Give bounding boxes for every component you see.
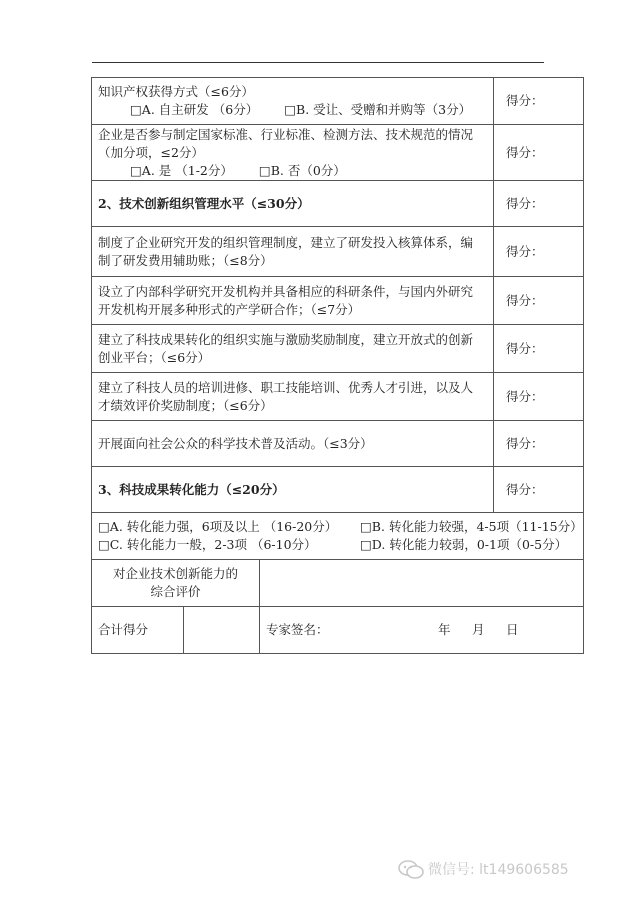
- table-row: [92, 78, 584, 125]
- date-month: 月: [472, 622, 485, 637]
- header-rule: [92, 62, 544, 63]
- criterion-cell: [92, 325, 494, 373]
- watermark: [398, 858, 628, 882]
- conversion-options-cell: [92, 513, 584, 560]
- score-cell[interactable]: 得分：: [494, 181, 584, 227]
- criterion-text: 企业是否参与制定国家标准、行业标准、检测方法、技术规范的情况: [98, 126, 474, 142]
- date-day: 日: [506, 622, 519, 637]
- wechat-icon: [398, 860, 424, 880]
- table-row: [92, 325, 584, 373]
- criterion-text: 制了研发费用辅助账；（≤8分）: [98, 252, 273, 268]
- criterion-cell: [92, 125, 494, 181]
- table-row: [92, 227, 584, 277]
- criterion-text: 开展面向社会公众的科学技术普及活动。（≤3分）: [92, 421, 494, 467]
- option-a-checkbox[interactable]: □A. 转化能力强，6项及以上 （16-20分）: [98, 519, 338, 534]
- criterion-text: （加分项，≤2分）: [98, 144, 204, 160]
- table-row: [92, 467, 584, 513]
- table-row: [92, 373, 584, 421]
- evaluation-label-cell: [92, 560, 260, 607]
- table-row: [92, 607, 584, 654]
- score-cell[interactable]: 得分：: [494, 373, 584, 421]
- criterion-text: 才绩效评价奖励制度；（≤6分）: [98, 397, 273, 413]
- table-row: [92, 277, 584, 325]
- option-a-checkbox[interactable]: □A. 是 （1-2分）: [130, 162, 233, 178]
- evaluation-field[interactable]: [260, 560, 584, 607]
- date-year: 年: [438, 622, 451, 637]
- criterion-text: 建立了科技人员的培训进修、职工技能培训、优秀人才引进，以及人: [98, 379, 474, 395]
- total-score-field[interactable]: [184, 607, 260, 654]
- table-row: [92, 513, 584, 560]
- criterion-cell: [92, 78, 494, 125]
- criterion-text: 制度了企业研究开发的组织管理制度，建立了研发投入核算体系，编: [98, 234, 474, 250]
- criterion-text: 开发机构开展多种形式的产学研合作；（≤7分）: [98, 301, 361, 317]
- watermark-text: 微信号: lt149606585: [428, 862, 569, 878]
- evaluation-label: 对企业技术创新能力的: [112, 566, 238, 581]
- criterion-text: 设立了内部科学研究开发机构并具备相应的科研条件，与国内外研究: [98, 283, 474, 299]
- criterion-text: 知识产权获得方式（≤6分）: [98, 84, 254, 99]
- score-cell[interactable]: 得分：: [494, 277, 584, 325]
- criterion-cell: [92, 277, 494, 325]
- option-d-checkbox[interactable]: □D. 转化能力较弱，0-1项（0-5分）: [360, 537, 568, 552]
- section-heading: 2、技术创新组织管理水平（≤30分）: [92, 181, 494, 227]
- score-cell[interactable]: 得分：: [494, 78, 584, 125]
- option-a-checkbox[interactable]: □A. 自主研发 （6分）: [130, 102, 259, 117]
- score-cell[interactable]: 得分：: [494, 125, 584, 181]
- signature-cell[interactable]: [260, 607, 584, 654]
- criterion-text: 建立了科技成果转化的组织实施与激励奖励制度，建立开放式的创新: [98, 331, 474, 347]
- expert-signature-label: 专家签名：: [266, 622, 329, 637]
- table-row: [92, 125, 584, 181]
- evaluation-label: 综合评价: [150, 584, 201, 599]
- option-b-checkbox[interactable]: □B. 否（0分）: [258, 162, 346, 178]
- criterion-text: 创业平台；（≤6分）: [98, 349, 211, 365]
- criterion-cell: [92, 227, 494, 277]
- score-cell[interactable]: 得分：: [494, 467, 584, 513]
- table-row: [92, 181, 584, 227]
- total-score-label: 合计得分: [92, 607, 184, 654]
- table-row: [92, 560, 584, 607]
- assessment-table: [91, 77, 584, 654]
- section-heading: 3、科技成果转化能力（≤20分）: [92, 467, 494, 513]
- score-cell[interactable]: 得分：: [494, 227, 584, 277]
- option-b-checkbox[interactable]: □B. 受让、受赠和并购等（3分）: [284, 102, 472, 117]
- option-b-checkbox[interactable]: □B. 转化能力较强，4-5项（11-15分）: [360, 519, 583, 534]
- table-row: [92, 421, 584, 467]
- score-cell[interactable]: 得分：: [494, 325, 584, 373]
- option-c-checkbox[interactable]: □C. 转化能力一般，2-3项 （6-10分）: [98, 537, 317, 552]
- score-cell[interactable]: 得分：: [494, 421, 584, 467]
- criterion-cell: [92, 373, 494, 421]
